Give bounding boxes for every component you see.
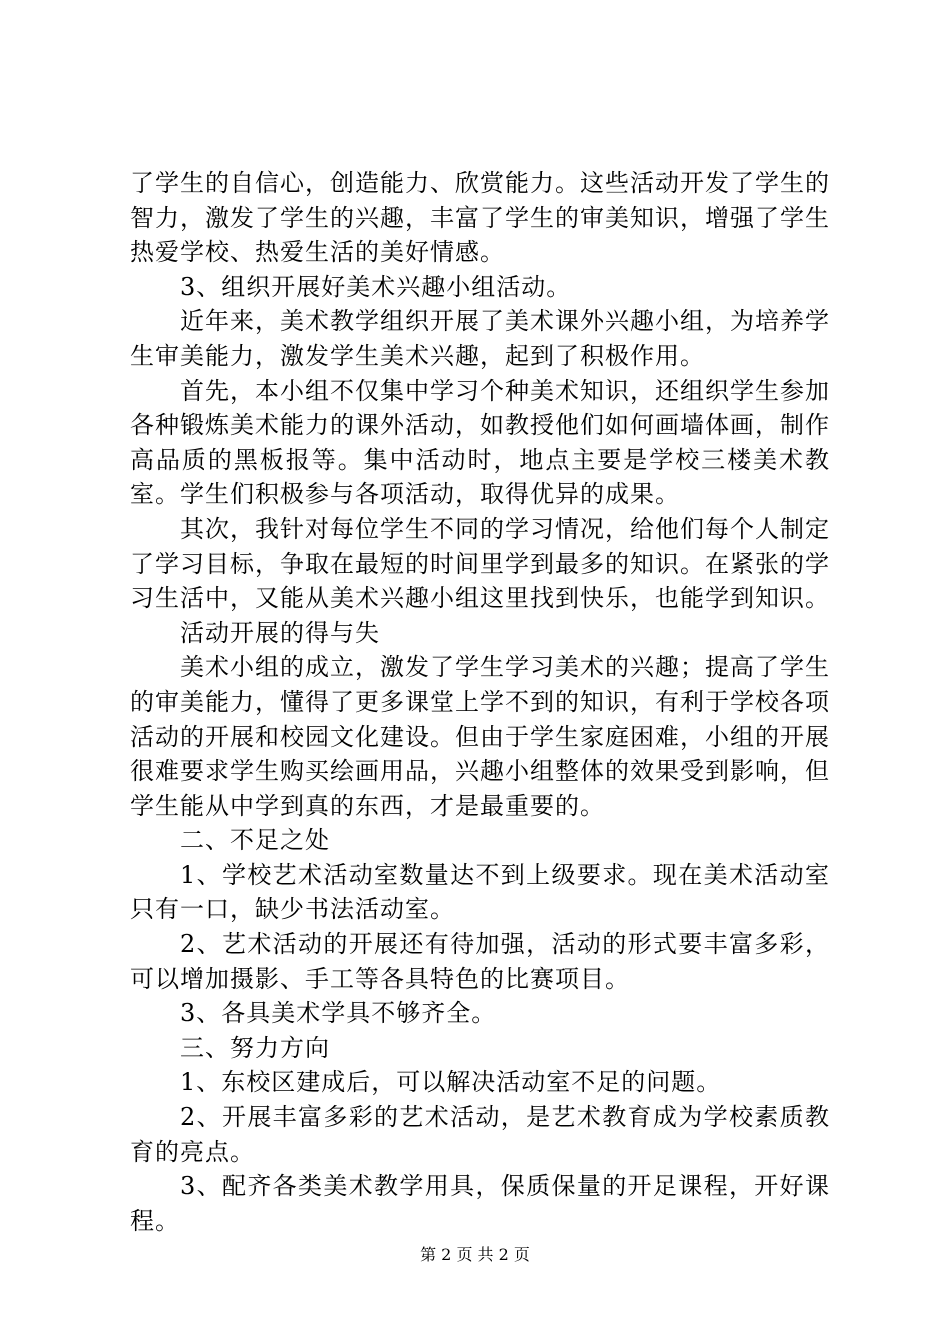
document-body [130, 166, 830, 1238]
paragraph-7: 美术小组的成立，激发了学生学习美术的兴趣；提高了学生的审美能力，懂得了更多课堂上学不到的知识，有利于学校各项活动的开展和校园文化建设。但由于学生家庭困难，小组的开展很难要求学生购买绘画用品，兴趣小组整体的效果受到影响，但学生能从中学到真的东西，才是最重要的。 [130, 653, 830, 820]
paragraph-1: 了学生的自信心，创造能力、欣赏能力。这些活动开发了学生的智力，激发了学生的兴趣，丰富了学生的审美知识，增强了学生热爱学校、热爱生活的美好情感。 [130, 169, 830, 267]
paragraph-10: 2、艺术活动的开展还有待加强，活动的形式要丰富多彩，可以增加摄影、手工等各具特色的比赛项目。 [130, 930, 830, 993]
paragraph-8: 二、不足之处 [180, 826, 330, 855]
paragraph-5: 其次，我针对每位学生不同的学习情况，给他们每个人制定了学习目标，争取在最短的时间里学到最多的知识。在紧张的学习生活中，又能从美术兴趣小组这里找到快乐，也能学到知识。 [130, 514, 830, 613]
paragraph-13: 1、东校区建成后，可以解决活动室不足的问题。 [180, 1068, 722, 1097]
paragraph-14: 2、开展丰富多彩的艺术活动，是艺术教育成为学校素质教育的亮点。 [130, 1103, 830, 1166]
paragraph-12: 三、努力方向 [180, 1033, 330, 1062]
page-footer [0, 1245, 950, 1265]
paragraph-15: 3、配齐各类美术教学用具，保质保量的开足课程，开好课程。 [130, 1172, 830, 1235]
paragraph-3: 近年来，美术教学组织开展了美术课外兴趣小组，为培养学生审美能力，激发学生美术兴趣，起到了积极作用。 [130, 307, 830, 370]
paragraph-9: 1、学校艺术活动室数量达不到上级要求。现在美术活动室只有一口，缺少书法活动室。 [130, 860, 830, 924]
paragraph-6: 活动开展的得与失 [180, 618, 380, 647]
paragraph-11: 3、各具美术学具不够齐全。 [180, 999, 497, 1028]
page-number-label: 第 2 页 共 2 页 [420, 1245, 530, 1264]
paragraph-4: 首先，本小组不仅集中学习个种美术知识，还组织学生参加各种锻炼美术能力的课外活动，如教授他们如何画墙体画，制作高品质的黑板报等。集中活动时，地点主要是学校三楼美术教室。学生们积极参与各项活动，取得优异的成果。 [130, 376, 830, 509]
paragraph-2: 3、组织开展好美术兴趣小组活动。 [180, 272, 572, 301]
